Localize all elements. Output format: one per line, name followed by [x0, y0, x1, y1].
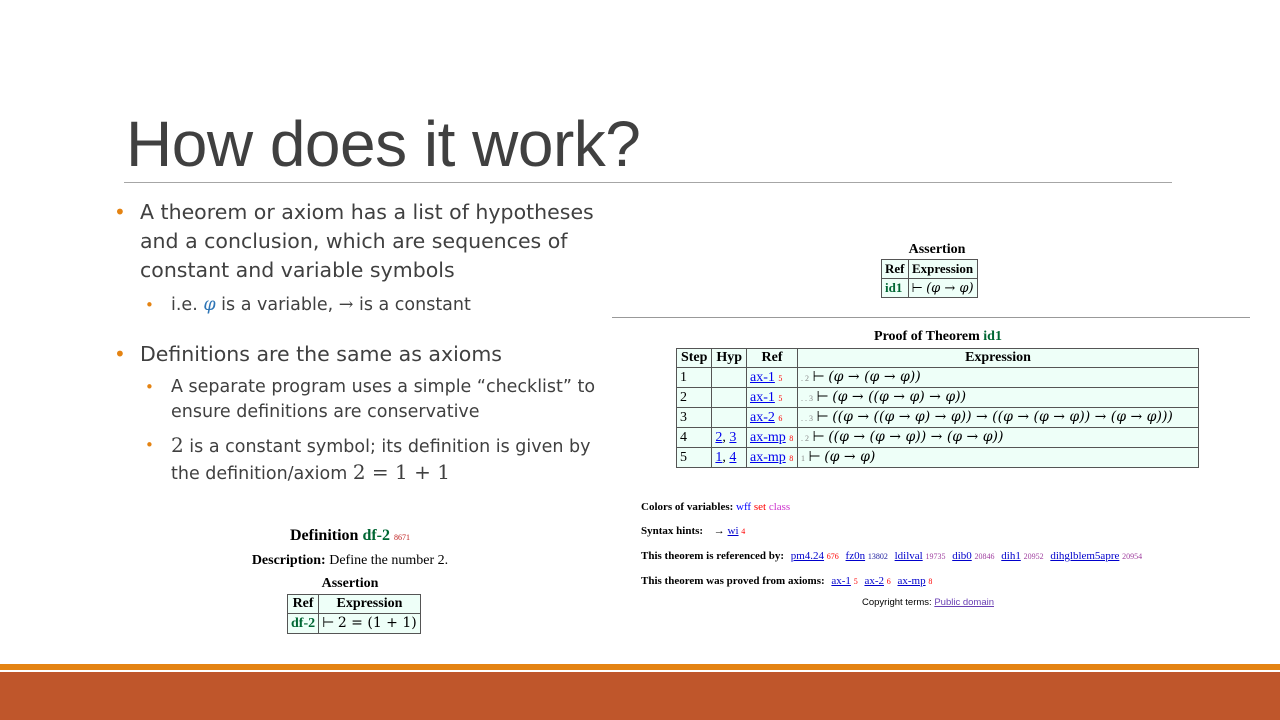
turnstile-symbol: ⊢ [322, 616, 335, 631]
sub-bullet-constant [112, 433, 618, 487]
definition-ref: df-2 [288, 614, 319, 634]
proof-hyp [712, 428, 747, 448]
indent-dots: . 2 [801, 434, 809, 443]
proof-hyp [712, 408, 747, 428]
turnstile-symbol: ⊢ [911, 280, 923, 295]
copyright-line [862, 595, 1261, 611]
sub-bullet-checklist [112, 375, 618, 425]
expression-text: (φ → ((φ → φ) → φ)) [832, 389, 967, 405]
proved-label: This theorem was proved from axioms: [641, 575, 825, 587]
bullet-list [112, 198, 618, 487]
assertion-label: Assertion [908, 242, 966, 257]
ref-number: 5 [778, 373, 783, 383]
proof-row [677, 448, 1199, 468]
bullet-dot-icon: • [145, 378, 154, 396]
hyp-separator: , [722, 429, 730, 445]
indent-dots: . . 3 [801, 394, 813, 403]
proof-expression [798, 448, 1199, 468]
syntax-link-wi[interactable]: wi [727, 525, 739, 537]
ref-number: 5 [778, 393, 783, 403]
proof-ref [747, 428, 798, 448]
proof-ref [747, 388, 798, 408]
description-text: Define the number 2. [329, 553, 449, 568]
definition-expression [319, 614, 421, 634]
turnstile-symbol: ⊢ [816, 390, 829, 405]
title-underline [124, 182, 1172, 183]
proof-expression [798, 368, 1199, 388]
bullet-dot-icon: • [145, 296, 154, 314]
definition-assertion-label: Assertion [321, 576, 379, 591]
proof-ref [747, 448, 798, 468]
copyright-link[interactable]: Public domain [934, 597, 994, 608]
proof-ref [747, 368, 798, 388]
bullet-text: Definitions are the same as axioms [140, 342, 502, 366]
definition-block [230, 526, 470, 634]
proof-expression [798, 408, 1199, 428]
sub-bullet-prefix: i.e. [171, 295, 204, 315]
expression-text: 2 = (1 + 1) [337, 615, 417, 631]
hyp-separator: , [722, 449, 730, 465]
proof-title-prefix: Proof of Theorem [874, 329, 984, 344]
assertion-table [881, 259, 978, 298]
arrow-symbol: → [338, 295, 354, 315]
slide-title: How does it work? [126, 108, 641, 180]
turnstile-symbol: ⊢ [812, 370, 825, 385]
referenced-number: 13802 [867, 552, 888, 561]
proof-step: 4 [677, 428, 712, 448]
phi-symbol: φ [203, 295, 216, 315]
assertion-expression [908, 279, 977, 298]
hyp-link[interactable]: 3 [729, 429, 737, 445]
referenced-link[interactable]: dib0 [952, 550, 972, 562]
turnstile-symbol: ⊢ [808, 450, 821, 465]
proof-row [677, 428, 1199, 448]
definition-number: 8671 [394, 533, 410, 542]
sub-bullet-variable [112, 293, 618, 318]
ref-number: 8 [789, 453, 794, 463]
axiom-link[interactable]: ax-2 [864, 575, 884, 587]
col-expression-header: Expression [319, 595, 421, 614]
proof-info [641, 499, 1261, 611]
syntax-label: Syntax hints: [641, 525, 704, 537]
ref-link[interactable]: ax-mp [750, 449, 786, 465]
equation: 2 = 1 + 1 [352, 460, 450, 484]
axiom-link[interactable]: ax-mp [897, 575, 926, 587]
proof-body [677, 368, 1199, 468]
bullet-definitions [112, 340, 618, 369]
axiom-number: 5 [853, 577, 858, 586]
expression-text: (φ → φ) [926, 281, 974, 296]
bullet-dot-icon: • [114, 342, 126, 366]
proof-row [677, 388, 1199, 408]
ref-link[interactable]: ax-1 [750, 389, 775, 405]
proof-row [677, 408, 1199, 428]
axiom-link[interactable]: ax-1 [831, 575, 851, 587]
referenced-link[interactable]: dihglblem5apre [1050, 550, 1120, 562]
proof-table [676, 348, 1199, 468]
indent-dots: . 2 [801, 374, 809, 383]
proof-hyp [712, 368, 747, 388]
referenced-link[interactable]: ldilval [894, 550, 923, 562]
proof-hyp [712, 448, 747, 468]
definition-assertion-table [287, 594, 421, 634]
bullet-dot-icon: • [145, 436, 154, 454]
proof-expression [798, 388, 1199, 408]
syntax-hints-line [641, 523, 1261, 540]
col-expression-header: Expression [908, 260, 977, 279]
proved-from-line [641, 573, 1261, 590]
description-label: Description: [251, 553, 326, 568]
referenced-number: 20846 [974, 552, 995, 561]
bullet-dot-icon: • [114, 200, 126, 224]
proof-block [676, 328, 1200, 468]
proof-expression [798, 428, 1199, 448]
assertion-block [881, 241, 993, 298]
color-wff: wff [736, 501, 752, 513]
proof-title [676, 328, 1200, 346]
referenced-link[interactable]: fz0n [845, 550, 866, 562]
ref-link[interactable]: ax-mp [750, 429, 786, 445]
indent-dots: . . 3 [801, 414, 813, 423]
proof-step: 2 [677, 388, 712, 408]
col-ref-header: Ref [882, 260, 909, 279]
copyright-label: Copyright terms: [862, 597, 932, 608]
referenced-number: 20954 [1122, 552, 1143, 561]
definition-heading [230, 526, 470, 548]
expression-text: (φ → (φ → φ)) [828, 369, 921, 385]
referenced-label: This theorem is referenced by: [641, 550, 784, 562]
expression-text: ((φ → (φ → φ)) → (φ → φ)) [828, 429, 1004, 445]
proof-hyp [712, 388, 747, 408]
proof-ref [747, 408, 798, 428]
hyp-link[interactable]: 1 [715, 449, 723, 465]
referenced-number: 676 [826, 552, 839, 561]
turnstile-symbol: ⊢ [812, 430, 825, 445]
proof-header-row [677, 349, 1199, 368]
proof-step: 5 [677, 448, 712, 468]
syntax-number: 4 [741, 527, 746, 536]
expression-text: ((φ → ((φ → φ) → φ)) → ((φ → (φ → φ)) → (φ → φ))) [832, 409, 1173, 425]
axiom-number: 8 [928, 577, 933, 586]
syntax-arrow: → [713, 525, 725, 537]
definition-description [230, 550, 470, 572]
bullet-theorem [112, 198, 618, 285]
colors-of-variables-line [641, 499, 1261, 515]
proof-step: 1 [677, 368, 712, 388]
ref-link[interactable]: ax-2 [750, 409, 775, 425]
turnstile-symbol: ⊢ [816, 410, 829, 425]
two-symbol: 2 [171, 433, 184, 457]
color-class: class [768, 501, 791, 513]
axiom-number: 6 [886, 577, 891, 586]
assertion-ref: id1 [882, 279, 909, 298]
ref-link[interactable]: ax-1 [750, 369, 775, 385]
sub-bullet-text: A separate program uses a simple “checklist” to ensure definitions are conservative [171, 377, 596, 422]
colors-label: Colors of variables: [641, 501, 734, 513]
col-step-header: Step [677, 349, 712, 368]
sub-bullet-middle: is a variable, [215, 295, 339, 315]
referenced-number: 19735 [925, 552, 946, 561]
referenced-number: 20952 [1023, 552, 1044, 561]
col-ref-header: Ref [288, 595, 319, 614]
col-expression-header: Expression [798, 349, 1199, 368]
footer-bar [0, 672, 1280, 720]
footer-accent-line [0, 664, 1280, 670]
referenced-link[interactable]: dih1 [1001, 550, 1021, 562]
referenced-by-line [641, 548, 1261, 565]
expression-text: (φ → φ) [824, 449, 876, 465]
referenced-link[interactable]: pm4.24 [790, 550, 825, 562]
ref-number: 6 [778, 413, 783, 423]
proof-row [677, 368, 1199, 388]
sub-bullet-text: is a constant symbol; its definition is given by the definition/axiom [171, 437, 591, 484]
col-ref-header: Ref [747, 349, 798, 368]
proof-step: 3 [677, 408, 712, 428]
color-set: set [753, 501, 767, 513]
definition-label: Definition [289, 527, 359, 544]
section-divider [612, 317, 1250, 318]
proof-theorem-name: id1 [983, 329, 1002, 344]
bullet-text: A theorem or axiom has a list of hypotheses and a conclusion, which are sequences of constant and variable symbols [140, 200, 594, 282]
hyp-link[interactable]: 2 [715, 429, 723, 445]
indent-dots: 1 [801, 454, 805, 463]
ref-number: 8 [789, 433, 794, 443]
col-hyp-header: Hyp [712, 349, 747, 368]
definition-name: df-2 [362, 527, 390, 544]
sub-bullet-suffix: is a constant [353, 295, 471, 315]
hyp-link[interactable]: 4 [729, 449, 737, 465]
